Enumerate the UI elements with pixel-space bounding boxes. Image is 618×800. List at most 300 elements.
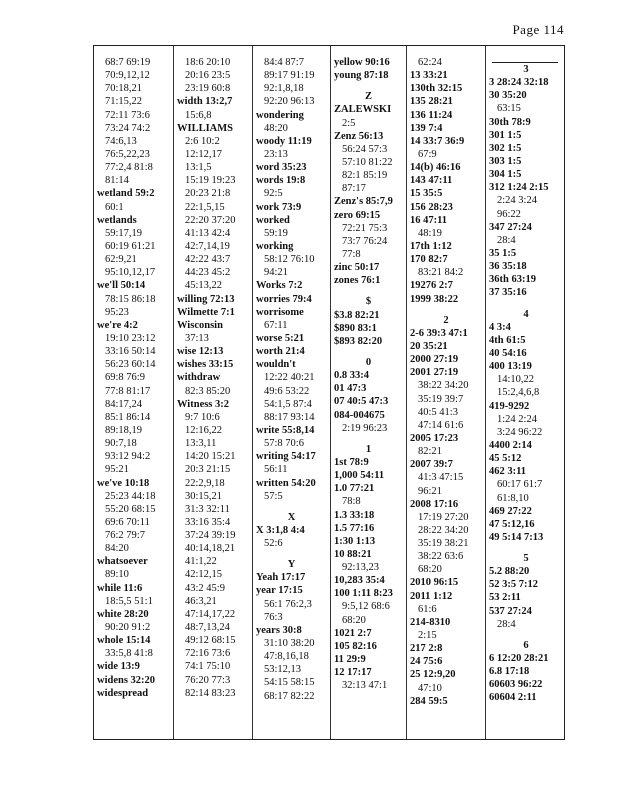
index-reference: 87:17 bbox=[342, 183, 366, 195]
section-gap bbox=[331, 348, 406, 356]
index-term: zones 76:1 bbox=[334, 275, 381, 287]
index-term: wise 12:13 bbox=[177, 346, 224, 358]
index-reference: 56:23 60:14 bbox=[105, 359, 156, 371]
index-reference: 83:21 84:2 bbox=[418, 267, 464, 279]
index-term: zero 69:15 bbox=[334, 209, 381, 221]
index-reference: 72:16 73:6 bbox=[185, 648, 231, 660]
index-reference: 18:6 20:10 bbox=[185, 57, 231, 68]
index-reference: 59:19 bbox=[264, 227, 288, 239]
index-reference: 47:14,17,22 bbox=[185, 608, 236, 620]
index-column bbox=[174, 46, 253, 739]
index-reference: 20:23 21:8 bbox=[185, 188, 231, 200]
index-term: 419-9292 bbox=[489, 400, 530, 412]
index-reference: 40:14,18,21 bbox=[185, 543, 236, 555]
index-term: $893 82:20 bbox=[334, 335, 383, 347]
index-reference: 82:14 83:23 bbox=[185, 687, 236, 699]
index-term: 304 1:5 bbox=[489, 169, 522, 181]
index-term: 1st 78:9 bbox=[334, 456, 369, 468]
index-reference: 22:1,5,15 bbox=[185, 201, 225, 213]
index-reference: 95:21 bbox=[105, 464, 129, 476]
index-reference: 96:21 bbox=[418, 485, 442, 497]
index-reference: 28:4 bbox=[497, 234, 516, 246]
index-reference: 90:20 91:2 bbox=[105, 622, 151, 634]
index-term: widespread bbox=[97, 687, 149, 699]
index-reference: 48:20 bbox=[264, 122, 288, 134]
index-term: 3 28:24 32:18 bbox=[489, 77, 549, 89]
index-reference: 70:9,12,12 bbox=[105, 70, 150, 82]
index-reference: 68:7 69:19 bbox=[105, 57, 151, 68]
index-term: 1999 38:22 bbox=[410, 293, 459, 305]
index-term: 36th 63:19 bbox=[489, 274, 536, 286]
section-letter-heading: 2 bbox=[443, 314, 449, 326]
index-reference: 92:13,23 bbox=[342, 562, 380, 574]
index-term: 5.2 88:20 bbox=[489, 566, 530, 578]
index-reference: 35:19 38:21 bbox=[418, 538, 469, 550]
index-reference: 42:7,14,19 bbox=[185, 240, 230, 252]
index-term: widens 32:20 bbox=[97, 674, 156, 686]
index-reference: 84:17,24 bbox=[105, 398, 143, 410]
index-reference: 37:13 bbox=[185, 332, 209, 344]
index-term: 130th 32:15 bbox=[410, 83, 463, 95]
index-reference: 3:24 96:22 bbox=[497, 426, 543, 438]
index-reference: 48:19 bbox=[418, 227, 442, 239]
section-gap bbox=[407, 306, 485, 314]
index-reference: 60:17 61:7 bbox=[497, 479, 543, 491]
index-term: Wisconsin bbox=[177, 319, 223, 331]
index-reference: 20:3 21:15 bbox=[185, 464, 231, 476]
index-reference: 31:3 32:11 bbox=[185, 503, 230, 515]
index-reference: 67:9 bbox=[418, 148, 437, 160]
index-reference: 15:6,8 bbox=[185, 109, 212, 121]
index-term: 469 27:22 bbox=[489, 505, 532, 517]
index-term: 60603 96:22 bbox=[489, 679, 543, 691]
index-term: worries 79:4 bbox=[256, 293, 312, 305]
index-term: 170 82:7 bbox=[410, 254, 448, 266]
index-term: 2000 27:19 bbox=[410, 354, 459, 366]
index-reference: 42:22 43:7 bbox=[185, 254, 231, 266]
index-term: 24 75:6 bbox=[410, 656, 443, 668]
index-term: wishes 33:15 bbox=[177, 359, 234, 371]
index-reference: 92:20 96:13 bbox=[264, 96, 315, 108]
index-term: zinc 50:17 bbox=[334, 262, 380, 274]
index-reference: 32:13 47:1 bbox=[342, 680, 388, 692]
index-term: worth 21:4 bbox=[256, 346, 305, 358]
index-term: 53 2:11 bbox=[489, 592, 521, 604]
index-term: write 55:8,14 bbox=[256, 424, 315, 436]
index-term: 45 5:12 bbox=[489, 453, 522, 465]
index-reference: 48:7,13,24 bbox=[185, 622, 230, 634]
index-reference: 20:16 23:5 bbox=[185, 70, 231, 82]
index-reference: 74:6,13 bbox=[105, 135, 137, 147]
index-reference: 42:12,15 bbox=[185, 569, 223, 581]
index-reference: 15:2,4,6,8 bbox=[497, 387, 540, 399]
index-reference: 82:1 85:19 bbox=[342, 170, 388, 182]
index-term: 2005 17:23 bbox=[410, 432, 459, 444]
index-term: white 28:20 bbox=[97, 608, 149, 620]
index-term: 11 29:9 bbox=[334, 654, 366, 666]
section-letter-heading: 3 bbox=[523, 64, 529, 75]
index-term: Works 7:2 bbox=[256, 280, 303, 292]
index-reference: 57:8 70:6 bbox=[264, 438, 304, 450]
index-term: we'll 50:14 bbox=[97, 280, 146, 292]
index-reference: 14:10,22 bbox=[497, 374, 535, 386]
index-reference: 61:8,10 bbox=[497, 492, 529, 504]
index-term: 2011 1:12 bbox=[410, 590, 453, 602]
index-reference: 47:8,16,18 bbox=[264, 651, 309, 663]
section-gap bbox=[253, 503, 330, 511]
index-term: 14(b) 46:16 bbox=[410, 162, 461, 174]
index-term: 214-8310 bbox=[410, 616, 451, 628]
index-term: 143 47:11 bbox=[410, 175, 453, 187]
index-term: 1021 2:7 bbox=[334, 627, 372, 639]
index-reference: 68:20 bbox=[342, 614, 366, 626]
index-term: 135 28:21 bbox=[410, 96, 453, 108]
index-term: 10 88:21 bbox=[334, 548, 372, 560]
section-letter-heading: 1 bbox=[365, 443, 372, 455]
index-term: 1.5 77:16 bbox=[334, 522, 375, 534]
index-term: 01 47:3 bbox=[334, 383, 367, 395]
index-term: 17th 1:12 bbox=[410, 240, 452, 252]
index-term: 30th 78:9 bbox=[489, 116, 531, 128]
index-term: wetlands bbox=[97, 214, 137, 226]
index-reference: 95:23 bbox=[105, 306, 129, 318]
index-term: 217 2:8 bbox=[410, 643, 443, 655]
index-term: WILLIAMS bbox=[177, 122, 234, 134]
index-term: 462 3:11 bbox=[489, 466, 527, 478]
index-term: Zenz's 85:7,9 bbox=[334, 196, 393, 208]
index-reference: 93:12 94:2 bbox=[105, 451, 151, 463]
index-term: 1.0 77:21 bbox=[334, 483, 375, 495]
index-reference: 89:17 91:19 bbox=[264, 70, 315, 82]
index-reference: 60:19 61:21 bbox=[105, 240, 156, 252]
index-term: 6.8 17:18 bbox=[489, 666, 530, 678]
section-gap bbox=[486, 544, 566, 552]
index-term: wouldn't bbox=[256, 359, 296, 371]
index-term: Yeah 17:17 bbox=[256, 572, 306, 584]
index-term: 2-6 39:3 47:1 bbox=[410, 327, 468, 339]
index-term: 537 27:24 bbox=[489, 605, 532, 617]
index-column bbox=[407, 46, 486, 739]
index-term: 07 40:5 47:3 bbox=[334, 396, 389, 408]
index-term: whatsoever bbox=[97, 556, 148, 568]
index-term: we're 4:2 bbox=[97, 319, 138, 331]
index-term: 40 54:16 bbox=[489, 347, 527, 359]
index-term: working bbox=[256, 240, 294, 252]
index-reference: 76:3 bbox=[264, 611, 283, 623]
index-term: 15 35:5 bbox=[410, 188, 443, 200]
index-reference: 72:21 75:3 bbox=[342, 222, 388, 234]
index-reference: 12:22 40:21 bbox=[264, 372, 315, 384]
index-reference: 76:20 77:3 bbox=[185, 674, 231, 686]
index-reference: 15:19 19:23 bbox=[185, 175, 236, 187]
index-reference: 52:6 bbox=[264, 538, 283, 550]
index-reference: 82:3 85:20 bbox=[185, 385, 231, 397]
index-reference: 68:20 bbox=[418, 564, 442, 576]
index-term: years 30:8 bbox=[256, 624, 302, 636]
index-reference: 82:21 bbox=[418, 446, 442, 458]
index-term: 136 11:24 bbox=[410, 109, 453, 121]
index-term: words 19:8 bbox=[256, 175, 306, 187]
index-term: 2010 96:15 bbox=[410, 577, 459, 589]
index-reference: 94:21 bbox=[264, 267, 288, 279]
index-reference: 77:2,4 81:8 bbox=[105, 162, 153, 174]
section-gap bbox=[331, 435, 406, 443]
index-reference: 53:12,13 bbox=[264, 664, 302, 676]
index-reference: 33:5,8 41:8 bbox=[105, 648, 153, 660]
index-term: 100 1:11 8:23 bbox=[334, 588, 393, 600]
index-term: 4400 2:14 bbox=[489, 439, 532, 451]
index-term: 400 13:19 bbox=[489, 361, 532, 373]
index-reference: 37:24 39:19 bbox=[185, 530, 236, 542]
section-letter-heading: Y bbox=[287, 559, 296, 571]
index-reference: 41:3 47:15 bbox=[418, 472, 464, 484]
index-column bbox=[331, 46, 407, 739]
index-reference: 68:17 82:22 bbox=[264, 690, 315, 702]
section-gap bbox=[486, 300, 566, 308]
index-term: 37 35:16 bbox=[489, 287, 527, 299]
index-reference: 22:20 37:20 bbox=[185, 214, 236, 226]
index-term: wetland 59:2 bbox=[97, 188, 155, 200]
index-term: 301 1:5 bbox=[489, 129, 522, 141]
index-reference: 56:24 57:3 bbox=[342, 143, 388, 155]
index-term: word 35:23 bbox=[256, 162, 307, 174]
index-column bbox=[486, 46, 566, 739]
index-reference: 56:1 76:2,3 bbox=[264, 598, 312, 610]
index-term: 14 33:7 36:9 bbox=[410, 135, 465, 147]
index-reference: 38:22 63:6 bbox=[418, 551, 464, 563]
section-letter-heading: X bbox=[287, 511, 296, 523]
index-term: 4th 61:5 bbox=[489, 334, 526, 346]
index-term: 49 5:14 7:13 bbox=[489, 531, 544, 543]
index-reference: 49:6 53:22 bbox=[264, 385, 310, 397]
index-term: worked bbox=[256, 214, 290, 226]
index-term: 52 3:5 7:12 bbox=[489, 579, 538, 591]
index-term: year 17:15 bbox=[256, 585, 303, 597]
index-reference: 47:14 61:6 bbox=[418, 419, 464, 431]
index-reference: 30:15,21 bbox=[185, 490, 223, 502]
index-reference: 77:8 81:17 bbox=[105, 385, 151, 397]
index-term: 10,283 35:4 bbox=[334, 575, 385, 587]
index-column bbox=[94, 46, 174, 739]
index-reference: 38:22 34:20 bbox=[418, 380, 469, 392]
section-letter-heading: 6 bbox=[523, 639, 529, 651]
index-term: $3.8 82:21 bbox=[334, 309, 380, 321]
index-reference: 67:11 bbox=[264, 319, 288, 331]
index-reference: 85:1 86:14 bbox=[105, 411, 151, 423]
section-gap bbox=[253, 550, 330, 558]
section-rule bbox=[492, 56, 558, 63]
index-term: 12 17:17 bbox=[334, 667, 372, 679]
index-term: wide 13:9 bbox=[97, 661, 140, 673]
index-term: 2007 39:7 bbox=[410, 459, 453, 471]
index-term: we've 10:18 bbox=[97, 477, 150, 489]
section-letter-heading: 5 bbox=[523, 553, 529, 565]
index-reference: 78:15 86:18 bbox=[105, 293, 156, 305]
index-reference: 89:10 bbox=[105, 569, 129, 581]
index-term: Witness 3:2 bbox=[177, 398, 230, 410]
index-term: 35 1:5 bbox=[489, 247, 517, 259]
index-reference: 2:6 10:2 bbox=[185, 135, 220, 147]
index-term: ZALEWSKI bbox=[334, 104, 392, 116]
index-reference: 13:3,11 bbox=[185, 438, 217, 450]
index-reference: 59:17,19 bbox=[105, 227, 143, 239]
index-reference: 13:1,5 bbox=[185, 162, 212, 174]
index-term: worse 5:21 bbox=[256, 332, 305, 344]
index-term: 312 1:24 2:15 bbox=[489, 182, 549, 194]
index-term: whole 15:14 bbox=[97, 635, 151, 647]
index-reference: 12:12,17 bbox=[185, 148, 223, 160]
index-reference: 92:5 bbox=[264, 188, 283, 200]
index-term: 0.8 33:4 bbox=[334, 370, 369, 382]
index-term: 1.3 33:18 bbox=[334, 509, 375, 521]
index-term: 139 7:4 bbox=[410, 122, 443, 134]
index-reference: 69:8 76:9 bbox=[105, 372, 145, 384]
index-reference: 78:8 bbox=[342, 496, 361, 508]
index-term: 2001 27:19 bbox=[410, 367, 459, 379]
index-reference: 62:9,21 bbox=[105, 254, 137, 266]
index-term: while 11:6 bbox=[97, 582, 143, 594]
index-reference: 69:6 70:11 bbox=[105, 516, 150, 528]
index-reference: 2:24 3:24 bbox=[497, 195, 537, 207]
index-reference: 58:12 76:10 bbox=[264, 254, 315, 266]
index-term: work 73:9 bbox=[256, 201, 302, 213]
index-reference: 35:19 39:7 bbox=[418, 393, 464, 405]
index-reference: 57:5 bbox=[264, 490, 283, 502]
index-term: 60604 2:11 bbox=[489, 692, 537, 704]
index-column bbox=[253, 46, 331, 739]
index-reference: 56:11 bbox=[264, 464, 288, 476]
index-term: wondering bbox=[256, 109, 304, 121]
index-reference: 95:10,12,17 bbox=[105, 267, 156, 279]
index-reference: 60:1 bbox=[105, 201, 124, 213]
section-letter-heading: Z bbox=[364, 91, 372, 103]
index-reference: 47:10 bbox=[418, 682, 442, 694]
index-reference: 84:20 bbox=[105, 543, 129, 555]
index-term: 347 27:24 bbox=[489, 221, 532, 233]
index-reference: 22:2,9,18 bbox=[185, 477, 225, 489]
index-reference: 17:19 27:20 bbox=[418, 511, 469, 523]
index-term: 2008 17:16 bbox=[410, 498, 459, 510]
index-term: 6 12:20 28:21 bbox=[489, 653, 549, 665]
index-reference: 44:23 45:2 bbox=[185, 267, 231, 279]
index-term: 1,000 54:11 bbox=[334, 470, 385, 482]
index-reference: 57:10 81:22 bbox=[342, 156, 393, 168]
index-reference: 77:8 bbox=[342, 248, 361, 260]
index-reference: 74:1 75:10 bbox=[185, 661, 231, 673]
index-reference: 23:19 60:8 bbox=[185, 83, 231, 95]
index-reference: 76:2 79:7 bbox=[105, 530, 145, 542]
index-reference: 2:5 bbox=[342, 117, 356, 129]
index-term: 303 1:5 bbox=[489, 155, 522, 167]
index-reference: 40:5 41:3 bbox=[418, 406, 458, 418]
index-reference: 84:4 87:7 bbox=[264, 57, 304, 68]
index-reference: 92:1,8,18 bbox=[264, 83, 304, 95]
index-reference: 89:18,19 bbox=[105, 424, 143, 436]
index-term: yellow 90:16 bbox=[334, 57, 390, 68]
index-reference: 14:20 15:21 bbox=[185, 451, 236, 463]
index-reference: 63:15 bbox=[497, 103, 521, 115]
index-reference: 72:11 73:6 bbox=[105, 109, 150, 121]
index-term: 16 47:11 bbox=[410, 214, 448, 226]
index-reference: 55:20 68:15 bbox=[105, 503, 156, 515]
index-term: 20 35:21 bbox=[410, 340, 448, 352]
index-reference: 96:22 bbox=[497, 208, 521, 220]
index-term: 13 33:21 bbox=[410, 70, 448, 82]
index-term: width 13:2,7 bbox=[177, 96, 233, 108]
index-reference: 88:17 93:14 bbox=[264, 411, 315, 423]
index-term: Zenz 56:13 bbox=[334, 130, 384, 142]
section-letter-heading: 4 bbox=[523, 308, 529, 320]
index-reference: 61:6 bbox=[418, 603, 437, 615]
index-reference: 28:22 34:20 bbox=[418, 524, 469, 536]
index-term: 47 5:12,16 bbox=[489, 518, 535, 530]
index-term: 284 59:5 bbox=[410, 695, 448, 707]
index-term: $890 83:1 bbox=[334, 322, 377, 334]
index-term: worrisome bbox=[256, 306, 304, 318]
word-index bbox=[93, 45, 565, 740]
index-reference: 76:5,22,23 bbox=[105, 148, 150, 160]
section-gap bbox=[331, 287, 406, 295]
section-letter-heading: 0 bbox=[365, 356, 372, 368]
index-reference: 25:23 44:18 bbox=[105, 490, 156, 502]
index-term: 36 35:18 bbox=[489, 261, 527, 273]
index-reference: 19:10 23:12 bbox=[105, 332, 156, 344]
index-reference: 43:2 45:9 bbox=[185, 582, 225, 594]
index-term: 19276 2:7 bbox=[410, 280, 453, 292]
index-term: 302 1:5 bbox=[489, 142, 522, 154]
index-reference: 54:1,5 87:4 bbox=[264, 398, 312, 410]
section-letter-heading: $ bbox=[365, 296, 372, 308]
index-term: 4 3:4 bbox=[489, 321, 511, 333]
index-reference: 62:24 bbox=[418, 57, 442, 68]
index-reference: 2:15 bbox=[418, 630, 437, 642]
index-reference: 54:15 58:15 bbox=[264, 677, 315, 689]
index-term: 1:30 1:13 bbox=[334, 535, 376, 547]
index-term: Wilmette 7:1 bbox=[177, 306, 235, 318]
index-reference: 1:24 2:24 bbox=[497, 413, 537, 425]
index-term: 30 35:20 bbox=[489, 90, 527, 102]
section-gap bbox=[331, 82, 406, 90]
index-reference: 9:7 10:6 bbox=[185, 411, 220, 423]
index-term: 105 82:16 bbox=[334, 640, 377, 652]
index-reference: 46:3,21 bbox=[185, 595, 217, 607]
index-term: 25 12:9,20 bbox=[410, 669, 456, 681]
index-reference: 33:16 35:4 bbox=[185, 516, 231, 528]
index-reference: 33:16 50:14 bbox=[105, 346, 156, 358]
index-term: willing 72:13 bbox=[177, 293, 235, 305]
index-reference: 81:14 bbox=[105, 175, 129, 187]
index-reference: 45:13,22 bbox=[185, 280, 223, 292]
index-reference: 71:15,22 bbox=[105, 96, 143, 108]
index-reference: 73:7 76:24 bbox=[342, 235, 388, 247]
index-reference: 12:16,22 bbox=[185, 424, 223, 436]
index-reference: 31:10 38:20 bbox=[264, 638, 315, 650]
index-reference: 41:13 42:4 bbox=[185, 227, 231, 239]
page-number: Page 114 bbox=[512, 22, 564, 37]
index-reference: 23:13 bbox=[264, 148, 288, 160]
index-reference: 9:5,12 68:6 bbox=[342, 601, 390, 613]
index-term: 084-004675 bbox=[334, 409, 385, 421]
index-term: X 3:1,8 4:4 bbox=[256, 524, 305, 536]
index-reference: 90:7,18 bbox=[105, 438, 137, 450]
index-term: woody 11:19 bbox=[256, 135, 312, 147]
index-reference: 41:1,22 bbox=[185, 556, 217, 568]
index-reference: 2:19 96:23 bbox=[342, 422, 388, 434]
index-term: withdraw bbox=[177, 372, 221, 384]
index-term: young 87:18 bbox=[334, 70, 389, 82]
section-gap bbox=[486, 631, 566, 639]
index-reference: 49:12 68:15 bbox=[185, 635, 236, 647]
